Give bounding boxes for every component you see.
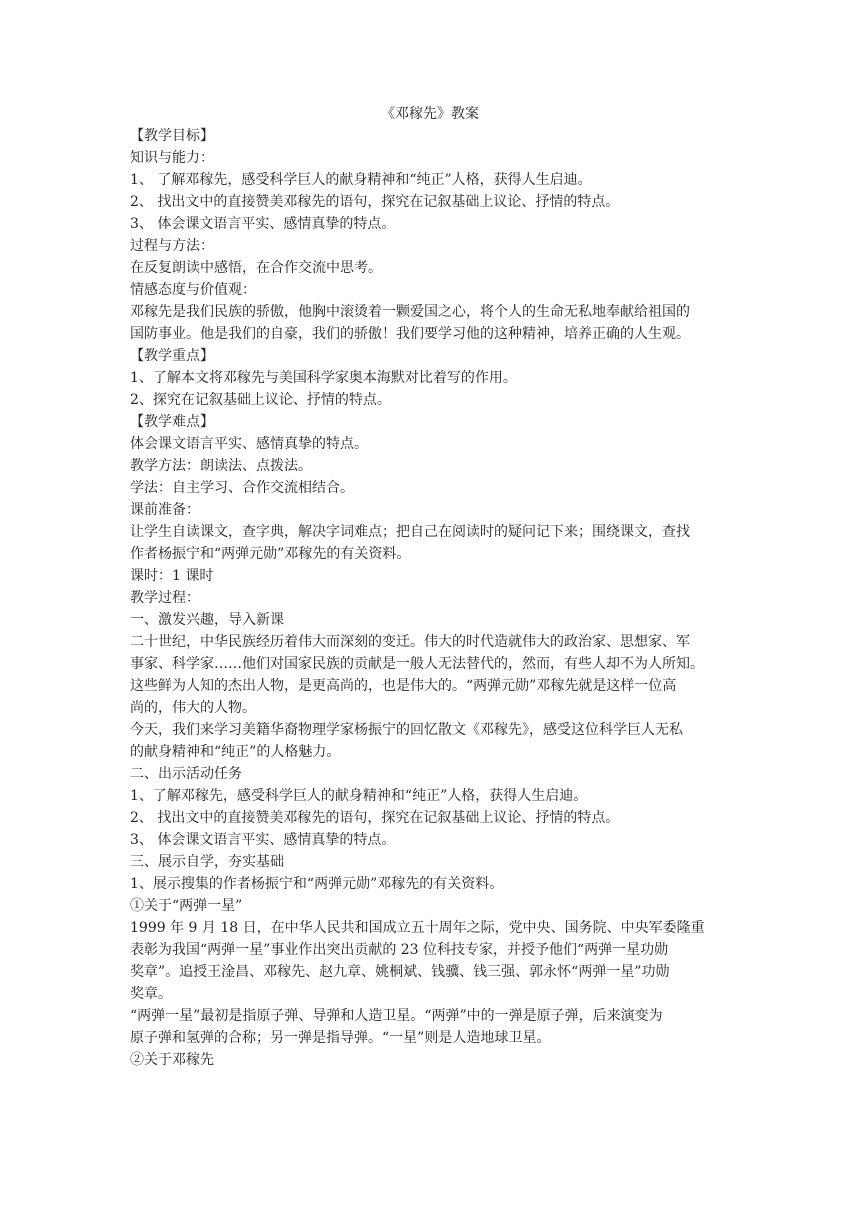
text-line: 知识与能力： bbox=[130, 150, 214, 166]
text-line: 3、 体会课文语言平实、感情真挚的特点。 bbox=[130, 216, 396, 232]
text-line: 体会课文语言平实、感情真挚的特点。 bbox=[130, 436, 368, 452]
text-line: 表彰为我国“两弹一星”事业作出突出贡献的 23 位科技专家，并授予他们“两弹一星功勋 bbox=[130, 942, 669, 958]
text-line: 课前准备： bbox=[130, 502, 200, 518]
document-title: 《邓稼先》教案 bbox=[381, 106, 479, 122]
document-page bbox=[130, 103, 730, 1071]
text-line: 2、 找出文中的直接赞美邓稼先的语句，探究在记叙基础上议论、抒情的特点。 bbox=[130, 810, 620, 826]
text-line: 今天，我们来学习美籍华裔物理学家杨振宁的回忆散文《邓稼先》，感受这位科学巨人无私 bbox=[130, 722, 683, 738]
text-line: 的献身精神和“纯正”的人格魅力。 bbox=[130, 744, 341, 760]
text-line: 情感态度与价值观： bbox=[130, 282, 256, 298]
text-line: 事家、科学家……他们对国家民族的贡献是一般人无法替代的，然而，有些人却不为人所知。 bbox=[130, 656, 704, 672]
text-line: 原子弹和氢弹的合称；另一弹是指导弹。“一星”则是人造地球卫星。 bbox=[130, 1030, 551, 1046]
text-line: 奖章。 bbox=[130, 986, 172, 1002]
text-line: 1、展示搜集的作者杨振宁和“两弹元勋”邓稼先的有关资料。 bbox=[130, 876, 504, 892]
text-line: 二十世纪，中华民族经历着伟大而深刻的变迁。伟大的时代造就伟大的政治家、思想家、军 bbox=[130, 634, 690, 650]
text-line: 2、探究在记叙基础上议论、抒情的特点。 bbox=[130, 392, 391, 408]
text-line: 教学方法：朗读法、点拨法。 bbox=[130, 458, 312, 474]
text-line: 二、出示活动任务 bbox=[130, 766, 242, 782]
text-line: 邓稼先是我们民族的骄傲，他胸中滚烫着一颗爱国之心，将个人的生命无私地奉献给祖国的 bbox=[130, 304, 690, 320]
text-line: ①关于“两弹一星” bbox=[130, 898, 243, 914]
text-line: 课时：1 课时 bbox=[130, 568, 214, 584]
text-line: 1、了解本文将邓稼先与美国科学家奥本海默对比着写的作用。 bbox=[130, 370, 517, 386]
text-line: 3、 体会课文语言平实、感情真挚的特点。 bbox=[130, 832, 396, 848]
document-body bbox=[130, 125, 730, 1071]
text-line: 三、展示自学，夯实基础 bbox=[130, 854, 284, 870]
text-line: 1999 年 9 月 18 日，在中华人民共和国成立五十周年之际，党中央、国务院、中央军委隆重 bbox=[130, 920, 705, 936]
text-line: 学法：自主学习、合作交流相结合。 bbox=[130, 480, 354, 496]
text-line: 教学过程： bbox=[130, 590, 200, 606]
text-line: 这些鲜为人知的杰出人物，是更高尚的，也是伟大的。“两弹元勋”邓稼先就是这样一位高 bbox=[130, 678, 677, 694]
text-line: 【教学目标】 bbox=[130, 128, 214, 144]
text-line: 1、了解邓稼先，感受科学巨人的献身精神和“纯正”人格，获得人生启迪。 bbox=[130, 788, 588, 804]
text-line: 【教学重点】 bbox=[130, 348, 214, 364]
text-line: 奖章”。追授王淦昌、邓稼先、赵九章、姚桐斌、钱骥、钱三强、郭永怀“两弹一星”功勋 bbox=[130, 964, 670, 980]
text-line: 让学生自读课文，查字典，解决字词难点；把自己在阅读时的疑问记下来；围绕课文，查找 bbox=[130, 524, 690, 540]
text-line: 过程与方法： bbox=[130, 238, 214, 254]
text-line: 作者杨振宁和“两弹元勋”邓稼先的有关资料。 bbox=[130, 546, 411, 562]
text-line: 【教学难点】 bbox=[130, 414, 214, 430]
text-line: 尚的，伟大的人物。 bbox=[130, 700, 256, 716]
text-line: “两弹一星”最初是指原子弹、导弹和人造卫星。“两弹”中的一弹是原子弹，后来演变为 bbox=[130, 1008, 663, 1024]
text-line: 国防事业。他是我们的自豪，我们的骄傲！我们要学习他的这种精神，培养正确的人生观。 bbox=[130, 326, 690, 342]
text-line: 1、 了解邓稼先，感受科学巨人的献身精神和“纯正”人格，获得人生启迪。 bbox=[130, 172, 592, 188]
text-line: 在反复朗读中感悟，在合作交流中思考。 bbox=[130, 260, 382, 276]
text-line: 一、激发兴趣，导入新课 bbox=[130, 612, 284, 628]
text-line: ②关于邓稼先 bbox=[130, 1052, 214, 1068]
text-line: 2、 找出文中的直接赞美邓稼先的语句，探究在记叙基础上议论、抒情的特点。 bbox=[130, 194, 620, 210]
